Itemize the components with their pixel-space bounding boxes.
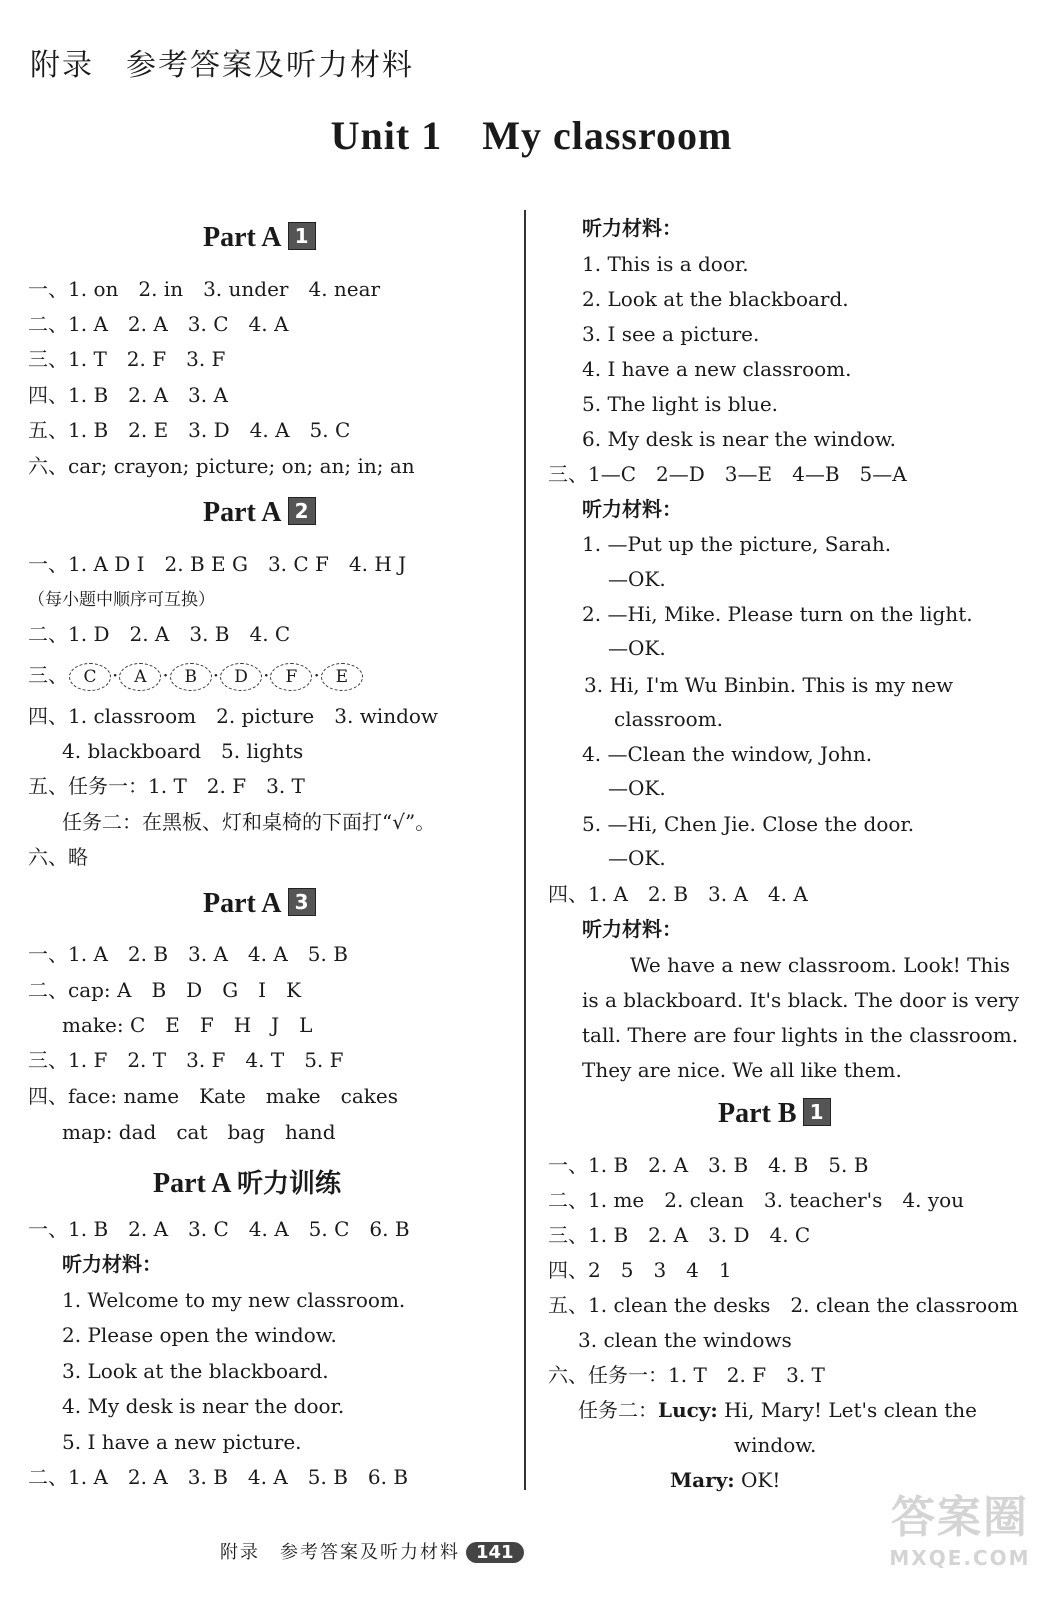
listening-material-label: 听力材料： — [582, 917, 682, 941]
part-a-2-heading: Part A 2 — [203, 497, 316, 529]
answer-line: 四、1. classroom 2. picture 3. window — [28, 704, 439, 728]
dialogue-reply: —OK. — [608, 567, 666, 591]
answer-line: 六、car; crayon; picture; on; an; in; an — [28, 454, 415, 478]
speaker-name: Mary: — [670, 1468, 735, 1492]
listening-item: 2. Look at the blackboard. — [582, 287, 849, 311]
answer-line: 一、1. A D I 2. B E G 3. C F 4. H J — [28, 552, 407, 576]
answer-line: 一、1. on 2. in 3. under 4. near — [28, 277, 381, 301]
dialogue-reply: —OK. — [608, 636, 666, 660]
part-a-listening-heading: Part A 听力训练 — [153, 1168, 342, 1199]
dialogue-line: 1. —Put up the picture, Sarah. — [582, 532, 892, 556]
answer-line: 二、1. me 2. clean 3. teacher's 4. you — [548, 1188, 965, 1212]
flower-label: B — [170, 663, 212, 691]
answer-line: 五、1. clean the desks 2. clean the classroom — [548, 1293, 1019, 1317]
flower-label: F — [270, 663, 312, 691]
part-a-1-heading: Part A 1 — [203, 222, 316, 254]
passage-line: We have a new classroom. Look! This — [630, 953, 1011, 977]
part-a-3-heading: Part A 3 — [203, 888, 316, 920]
answer-line: 三、1—C 2—D 3—E 4—B 5—A — [548, 462, 907, 486]
dialogue-reply: —OK. — [608, 776, 666, 800]
dialogue-line: classroom. — [614, 707, 724, 731]
dialogue-line: 4. —Clean the window, John. — [582, 742, 873, 766]
page-footer — [220, 1538, 524, 1564]
number-box: 1 — [803, 1098, 831, 1126]
listening-item: 4. I have a new classroom. — [582, 357, 852, 381]
dialogue-reply: —OK. — [608, 846, 666, 870]
answer-line: 一、1. B 2. A 3. C 4. A 5. C 6. B — [28, 1217, 410, 1241]
listening-item: 6. My desk is near the window. — [582, 427, 896, 451]
number-box: 2 — [288, 497, 316, 525]
answer-line: 四、1. A 2. B 3. A 4. A — [548, 882, 808, 906]
listening-item: 3. I see a picture. — [582, 322, 760, 346]
speaker-name: Lucy: — [658, 1398, 718, 1422]
answer-line: 三、1. T 2. F 3. F — [28, 347, 226, 371]
flower-label: E — [321, 663, 363, 691]
listening-item: 5. The light is blue. — [582, 392, 779, 416]
watermark-url: MXQE.COM — [889, 1546, 1031, 1570]
flower-label: D — [220, 663, 262, 691]
answer-line: 一、1. A 2. B 3. A 4. A 5. B — [28, 942, 348, 966]
answer-line: 四、1. B 2. A 3. A — [28, 383, 228, 407]
listening-material-label: 听力材料： — [582, 216, 682, 240]
answer-line: 二、1. D 2. A 3. B 4. C — [28, 622, 291, 646]
answer-line: map: dad cat bag hand — [62, 1120, 336, 1144]
answer-line: 六、略 — [28, 845, 88, 869]
answer-line: 二、1. A 2. A 3. C 4. A — [28, 312, 289, 336]
flower-answer-line: 三、 C · A · B · D · F · E — [28, 661, 364, 691]
dialogue-line: 2. —Hi, Mike. Please turn on the light. — [582, 602, 973, 626]
flower-label: A — [119, 663, 161, 691]
page-header: 附录 参考答案及听力材料 — [30, 48, 414, 83]
part-b-1-heading: Part B 1 — [718, 1098, 831, 1130]
answer-line: 3. clean the windows — [578, 1328, 792, 1352]
listening-material-label: 听力材料： — [62, 1252, 162, 1276]
answer-line: 六、任务一：1. T 2. F 3. T — [548, 1363, 825, 1387]
listening-material-label: 听力材料： — [582, 497, 682, 521]
number-box: 3 — [288, 888, 316, 916]
answer-line: 任务二：Lucy: Hi, Mary! Let's clean the — [578, 1398, 977, 1422]
dialogue-line: 3. Hi, I'm Wu Binbin. This is my new — [584, 673, 954, 697]
answer-line: 二、cap: A B D G I K — [28, 978, 302, 1002]
dialogue-line: 5. —Hi, Chen Jie. Close the door. — [582, 812, 915, 836]
answer-line: make: C E F H J L — [62, 1013, 313, 1037]
answer-line: 4. blackboard 5. lights — [62, 739, 304, 763]
listening-item: 3. Look at the blackboard. — [62, 1359, 329, 1383]
listening-item: 5. I have a new picture. — [62, 1430, 302, 1454]
column-divider — [524, 210, 526, 1490]
passage-line: is a blackboard. It's black. The door is very — [582, 988, 1020, 1012]
answer-line: 一、1. B 2. A 3. B 4. B 5. B — [548, 1153, 869, 1177]
footer-text: 附录 参考答案及听力材料 — [220, 1542, 460, 1563]
answer-line: 三、1. B 2. A 3. D 4. C — [548, 1223, 811, 1247]
watermark-logo: 答案圈 — [891, 1492, 1029, 1543]
answer-line: 三、1. F 2. T 3. F 4. T 5. F — [28, 1048, 344, 1072]
answer-line: 五、1. B 2. E 3. D 4. A 5. C — [28, 418, 351, 442]
flower-label: C — [69, 663, 111, 691]
answer-line: 任务二：在黑板、灯和桌椅的下面打“√”。 — [62, 810, 436, 834]
listening-item: 4. My desk is near the door. — [62, 1394, 345, 1418]
watermark — [880, 1490, 1040, 1570]
passage-line: They are nice. We all like them. — [582, 1058, 902, 1082]
answer-line: Mary: OK! — [670, 1468, 781, 1492]
listening-item: 2. Please open the window. — [62, 1323, 337, 1347]
page-number: 141 — [466, 1542, 524, 1563]
passage-line: tall. There are four lights in the classroom. — [582, 1023, 1019, 1047]
listening-item: 1. This is a door. — [582, 252, 749, 276]
unit-title — [0, 112, 1063, 159]
number-box: 1 — [288, 222, 316, 250]
listening-item: 1. Welcome to my new classroom. — [62, 1288, 406, 1312]
answer-line: 四、face: name Kate make cakes — [28, 1084, 398, 1108]
answer-line: 二、1. A 2. A 3. B 4. A 5. B 6. B — [28, 1465, 409, 1489]
answer-note: （每小题中顺序可互换） — [28, 590, 215, 610]
answer-line: window. — [734, 1433, 817, 1457]
answer-line: 五、任务一：1. T 2. F 3. T — [28, 774, 305, 798]
unit-number: Unit 1 — [330, 113, 443, 158]
answer-line: 四、2 5 3 4 1 — [548, 1258, 732, 1282]
unit-name: My classroom — [482, 113, 733, 158]
